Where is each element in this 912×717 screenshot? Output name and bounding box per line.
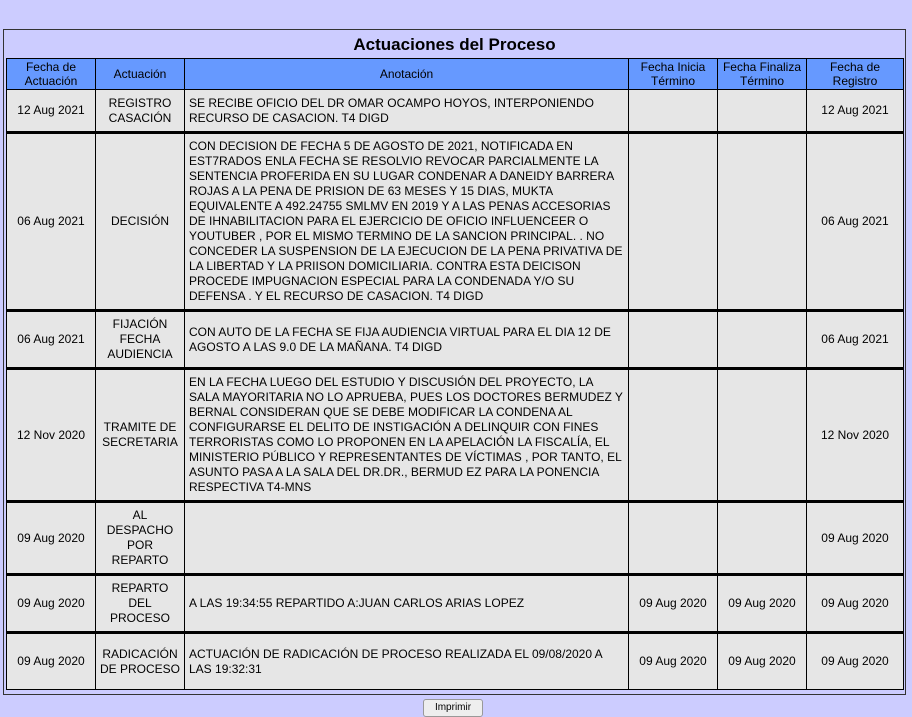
cell-registro: 12 Nov 2020 (807, 369, 904, 502)
cell-registro: 06 Aug 2021 (807, 311, 904, 369)
cell-actuacion: TRAMITE DE SECRETARIA (96, 369, 185, 502)
cell-inicia (629, 369, 718, 502)
table-row (7, 633, 904, 690)
cell-finaliza: 09 Aug 2020 (718, 633, 807, 690)
cell-anotacion (185, 502, 629, 575)
table-row (7, 369, 904, 502)
cell-finaliza: 09 Aug 2020 (718, 575, 807, 633)
header-actuacion: Actuación (96, 59, 185, 90)
cell-fecha: 06 Aug 2021 (7, 133, 96, 311)
cell-anotacion: CON AUTO DE LA FECHA SE FIJA AUDIENCIA VIRTUAL PARA EL DIA 12 DE AGOSTO A LAS 9.0 DE LA MAÑANA. T4 DIGD (185, 311, 629, 369)
table-row (7, 502, 904, 575)
cell-fecha: 09 Aug 2020 (7, 633, 96, 690)
cell-actuacion: DECISIÓN (96, 133, 185, 311)
cell-fecha: 06 Aug 2021 (7, 311, 96, 369)
cell-actuacion: REGISTRO CASACIÓN (96, 90, 185, 133)
cell-inicia: 09 Aug 2020 (629, 575, 718, 633)
print-button[interactable]: Imprimir (423, 699, 483, 717)
cell-finaliza (718, 90, 807, 133)
header-fecha-inicia: Fecha Inicia Término (629, 59, 718, 90)
cell-inicia: 09 Aug 2020 (629, 633, 718, 690)
cell-actuacion: REPARTO DEL PROCESO (96, 575, 185, 633)
header-fecha-finaliza: Fecha Finaliza Término (718, 59, 807, 90)
table-header-row (7, 59, 904, 90)
cell-anotacion: ACTUACIÓN DE RADICACIÓN DE PROCESO REALIZADA EL 09/08/2020 A LAS 19:32:31 (185, 633, 629, 690)
cell-finaliza (718, 502, 807, 575)
cell-inicia (629, 311, 718, 369)
cell-anotacion: SE RECIBE OFICIO DEL DR OMAR OCAMPO HOYOS, INTERPONIENDO RECURSO DE CASACION. T4 DIGD (185, 90, 629, 133)
cell-registro: 12 Aug 2021 (807, 90, 904, 133)
cell-anotacion: A LAS 19:34:55 REPARTIDO A:JUAN CARLOS ARIAS LOPEZ (185, 575, 629, 633)
cell-fecha: 09 Aug 2020 (7, 575, 96, 633)
table-row (7, 133, 904, 311)
cell-fecha: 09 Aug 2020 (7, 502, 96, 575)
cell-finaliza (718, 133, 807, 311)
header-fecha-registro: Fecha de Registro (807, 59, 904, 90)
cell-inicia (629, 133, 718, 311)
cell-anotacion: CON DECISION DE FECHA 5 DE AGOSTO DE 2021, NOTIFICADA EN EST7RADOS ENLA FECHA SE RESOLVIO REVOCAR PARCIALMENTE LA SENTENCIA PROFERIDA EN SU LUGAR CONDENAR A DANEIDY BARRERA ROJAS A LA PENA DE PRISION DE 63 MESES Y 15 DIAS, MUKTA EQUIVALENTE A 492.24755 SMLMV EN 2019 Y A LAS PENAS ACCESORIAS DE IHNABILITACION PARA EL EJERCICIO DE OFICIO INFLUENCEER O YOUTUBER , POR EL MISMO TERMINO DE LA SANCION PRINCIPAL. . NO CONCEDER LA SUSPENSION DE LA EJECUCION DE LA PENA PRIVATIVA DE LA LIBERTAD Y LA PRIISON DOMICILIARIA. CONTRA ESTA DEICISON PROCEDE IMPUGNACION ESPECIAL PARA LA CONDENADA Y/O SU DEFENSA . Y EL RECURSO DE CASACION. T4 DIGD (185, 133, 629, 311)
cell-fecha: 12 Nov 2020 (7, 369, 96, 502)
cell-registro: 09 Aug 2020 (807, 575, 904, 633)
actuaciones-panel (3, 29, 906, 695)
header-anotacion: Anotación (185, 59, 629, 90)
table-row (7, 311, 904, 369)
header-fecha-actuacion: Fecha de Actuación (7, 59, 96, 90)
cell-finaliza (718, 311, 807, 369)
cell-inicia (629, 502, 718, 575)
cell-actuacion: RADICACIÓN DE PROCESO (96, 633, 185, 690)
table-row (7, 90, 904, 133)
table-row (7, 575, 904, 633)
cell-inicia (629, 90, 718, 133)
cell-fecha: 12 Aug 2021 (7, 90, 96, 133)
cell-registro: 09 Aug 2020 (807, 502, 904, 575)
cell-registro: 06 Aug 2021 (807, 133, 904, 311)
cell-registro: 09 Aug 2020 (807, 633, 904, 690)
cell-finaliza (718, 369, 807, 502)
cell-actuacion: AL DESPACHO POR REPARTO (96, 502, 185, 575)
cell-anotacion: EN LA FECHA LUEGO DEL ESTUDIO Y DISCUSIÓN DEL PROYECTO, LA SALA MAYORITARIA NO LO APRUEBA, PUES LOS DOCTORES BERMUDEZ Y BERNAL CONSIDERAN QUE SE DEBE MODIFICAR LA CONDENA AL CONFIGURARSE EL DELITO DE INSTIGACIÓN A DELINQUIR CON FINES TERRORISTAS COMO LO PROPONEN EN LA APELACIÓN LA FISCALÍA, EL MINISTERIO PÚBLICO Y REPRESENTANTES DE VÍCTIMAS , POR TANTO, EL ASUNTO PASA A LA SALA DEL DR.DR., BERMUD EZ PARA LA PONENCIA RESPECTIVA T4-MNS (185, 369, 629, 502)
actuaciones-table (6, 58, 904, 690)
page-title: Actuaciones del Proceso (353, 35, 556, 54)
cell-actuacion: FIJACIÓN FECHA AUDIENCIA (96, 311, 185, 369)
